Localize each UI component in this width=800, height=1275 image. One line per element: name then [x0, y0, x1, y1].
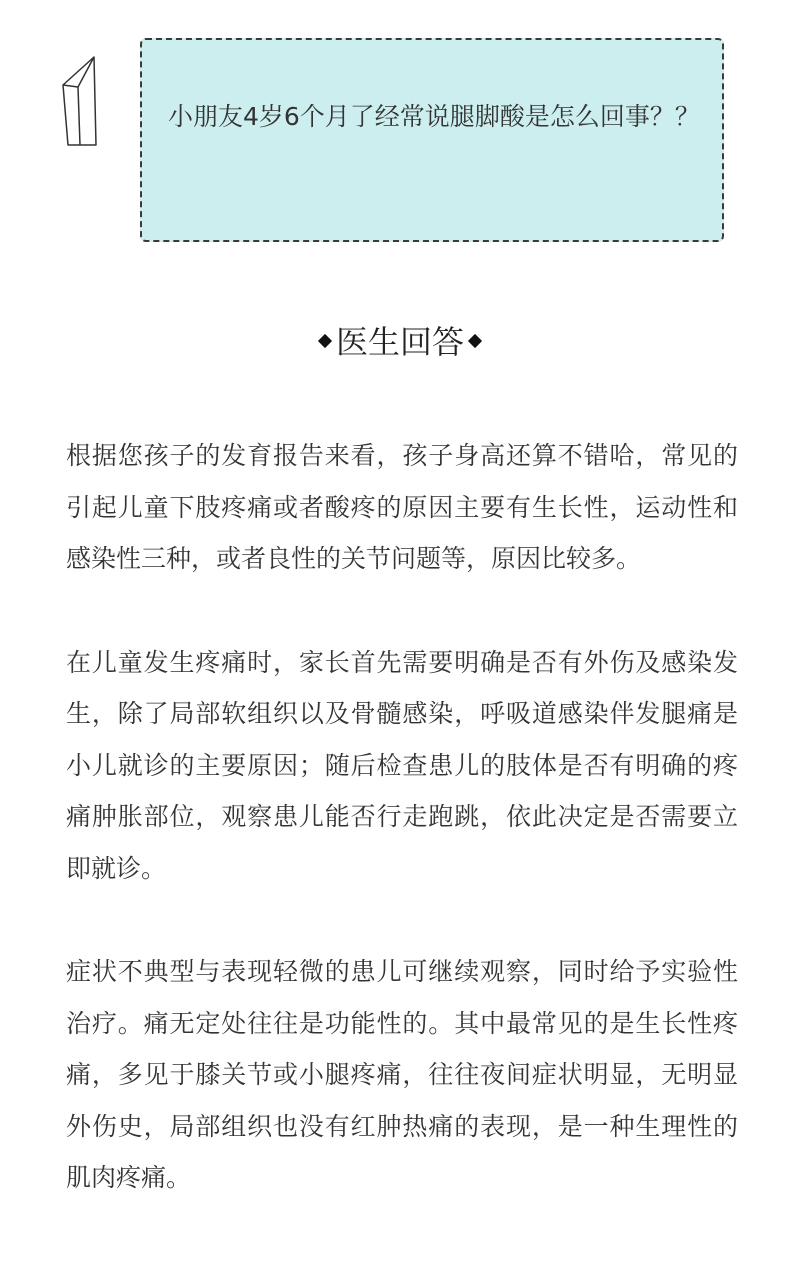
question-text: 小朋友4岁6个月了经常说腿脚酸是怎么回事？？: [168, 102, 700, 131]
answer-paragraph: 在儿童发生疼痛时，家长首先需要明确是否有外伤及感染发生，除了局部软组织以及骨髓感染，呼吸道感染伴发腿痛是小儿就诊的主要原因；随后检查患儿的肢体是否有明确的疼痛肿胀部位，观察患儿能否行走跑跳，依此决定是否需要立即就诊。: [66, 647, 738, 883]
diamond-icon: [318, 334, 332, 348]
question-box: [140, 38, 724, 242]
question-section: [0, 0, 800, 260]
section-title: [0, 318, 800, 366]
answer-body: [66, 430, 738, 1256]
pencil-icon: [60, 55, 100, 150]
answer-paragraph: 症状不典型与表现轻微的患儿可继续观察，同时给予实验性治疗。痛无定处往往是功能性的。其中最常见的是生长性疼痛，多见于膝关节或小腿疼痛，往往夜间症状明显，无明显外伤史，局部组织也没有红肿热痛的表现，是一种生理性的肌肉疼痛。: [66, 957, 738, 1192]
section-title-text: 医生回答: [335, 323, 464, 361]
answer-paragraph: 根据您孩子的发育报告来看，孩子身高还算不错哈，常见的引起儿童下肢疼痛或者酸疼的原因主要有生长性，运动性和感染性三种，或者良性的关节问题等，原因比较多。: [66, 441, 738, 573]
diamond-icon: [468, 334, 482, 348]
